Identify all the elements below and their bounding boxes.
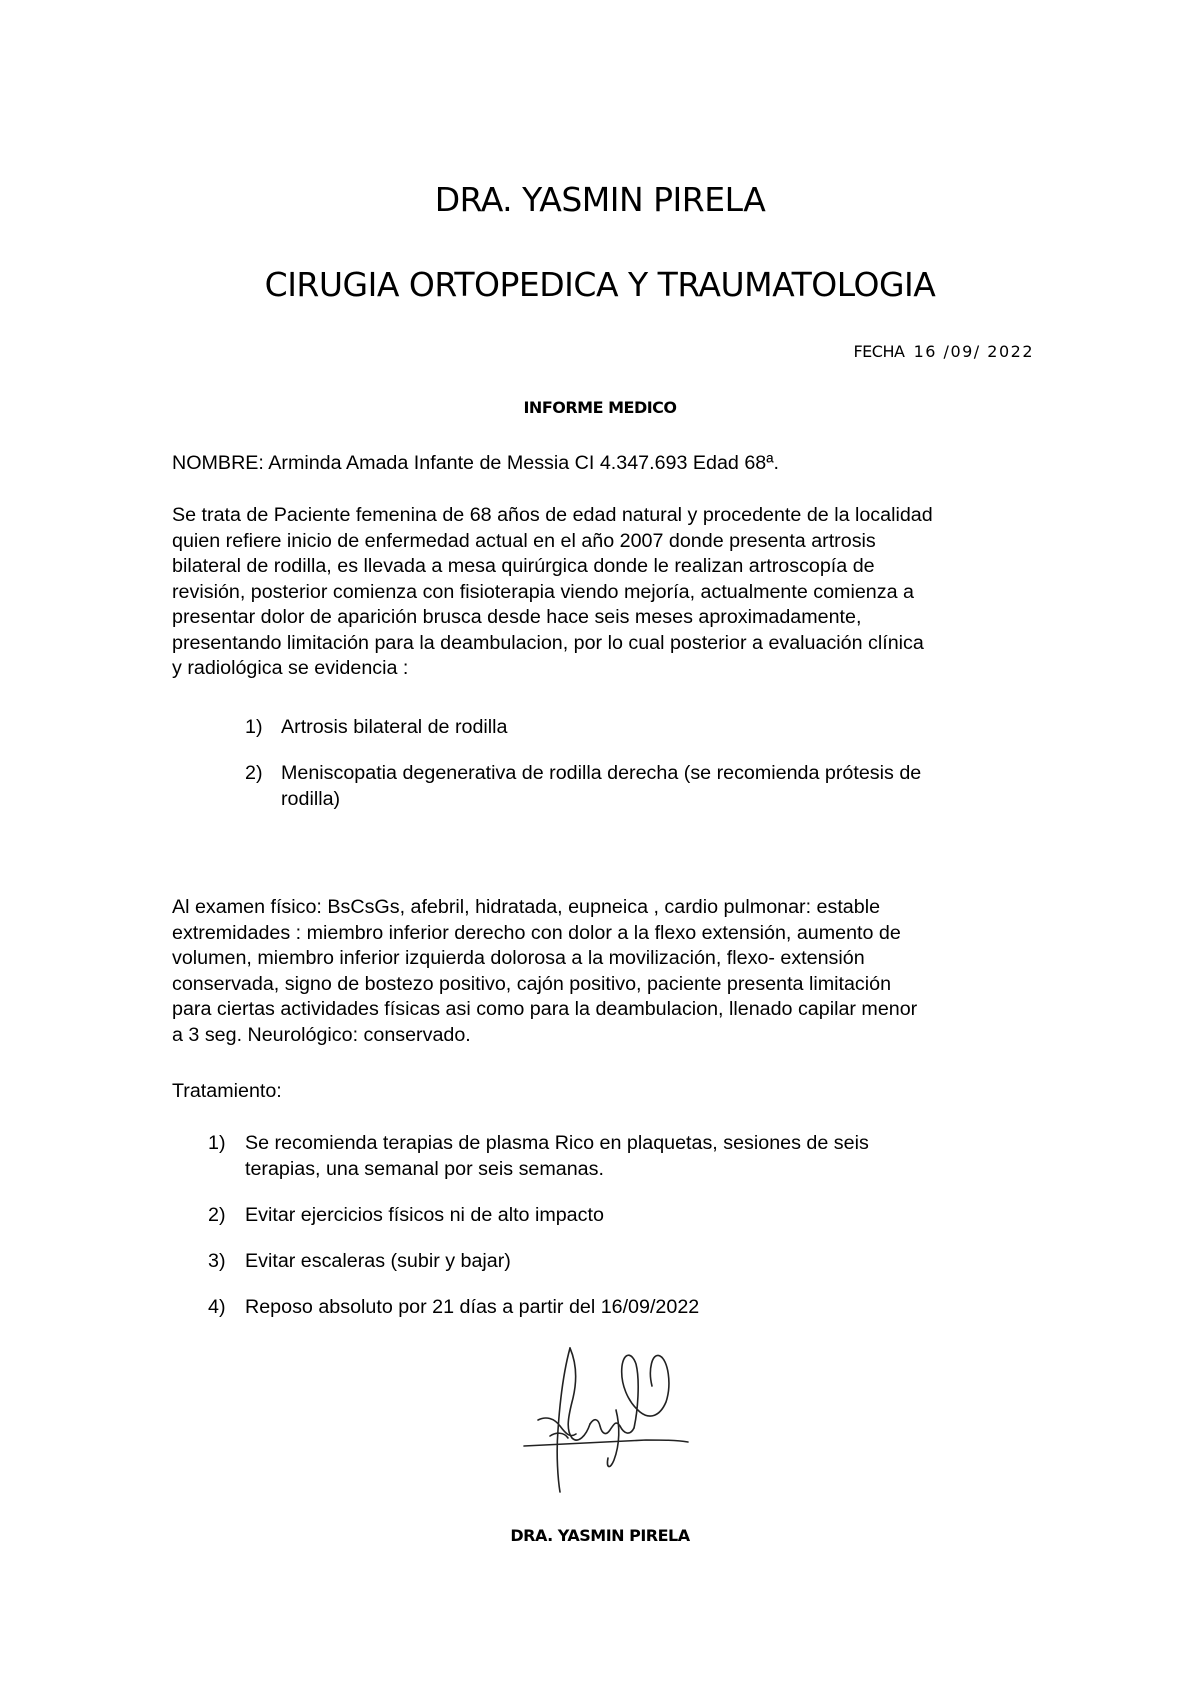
exam-line: extremidades : miembro inferior derecho con dolor a la flexo extensión, aumento de <box>172 921 901 944</box>
treatment-text: Evitar ejercicios físicos ni de alto impacto <box>245 1204 604 1226</box>
treatment-text: Se recomienda terapias de plasma Rico en plaquetas, sesiones de seis <box>245 1132 869 1154</box>
treatment-text: terapias, una semanal por seis semanas. <box>245 1157 604 1180</box>
date-label: FECHA <box>853 342 905 361</box>
exam-paragraph <box>172 895 1052 1048</box>
specialty-heading: CIRUGIA ORTOPEDICA Y TRAUMATOLOGIA <box>264 265 936 304</box>
report-title: INFORME MEDICO <box>523 398 677 417</box>
list-number: 1) <box>208 1132 226 1154</box>
history-line: Se trata de Paciente femenina de 68 años de edad natural y procedente de la localidad <box>172 504 933 526</box>
list-number: 1) <box>245 716 263 738</box>
history-line: presentar dolor de aparición brusca desde hace seis meses aproximadamente, <box>172 606 862 628</box>
history-paragraph <box>172 503 1052 682</box>
list-number: 2) <box>208 1204 226 1226</box>
handwritten-signature <box>520 1340 690 1500</box>
list-number: 2) <box>245 762 263 784</box>
history-line: y radiológica se evidencia : <box>172 657 409 679</box>
date-line <box>853 341 1034 363</box>
exam-line: conservada, signo de bostezo positivo, cajón positivo, paciente presenta limitación <box>172 972 892 995</box>
treatment-text: Reposo absoluto por 21 días a partir del 16/09/2022 <box>245 1296 700 1318</box>
diagnosis-text: Meniscopatia degenerativa de rodilla derecha (se recomienda prótesis de <box>281 762 922 784</box>
history-line: presentando limitación para la deambulacion, por lo cual posterior a evaluación clínica <box>172 631 924 654</box>
treatment-label: Tratamiento: <box>172 1080 282 1102</box>
list-number: 4) <box>208 1296 226 1318</box>
diagnosis-text: rodilla) <box>281 787 341 810</box>
exam-line: Al examen físico: BsCsGs, afebril, hidratada, eupneica , cardio pulmonar: estable <box>172 896 881 918</box>
history-line: revisión, posterior comienza con fisioterapia viendo mejoría, actualmente comienza a <box>172 580 914 603</box>
diagnosis-text: Artrosis bilateral de rodilla <box>281 716 508 738</box>
treatment-text: Evitar escaleras (subir y bajar) <box>245 1250 511 1272</box>
history-line: quien refiere inicio de enfermedad actual en el año 2007 donde presenta artrosis <box>172 529 876 552</box>
exam-line: a 3 seg. Neurológico: conservado. <box>172 1023 471 1046</box>
signer-name: DRA. YASMIN PIRELA <box>510 1526 690 1545</box>
patient-line: NOMBRE: Arminda Amada Infante de Messia CI 4.347.693 Edad 68ª. <box>172 452 779 474</box>
date-value: 16 /09/ 2022 <box>913 342 1034 361</box>
doctor-name-heading: DRA. YASMIN PIRELA <box>434 180 766 219</box>
exam-line: para ciertas actividades físicas asi como para la deambulacion, llenado capilar menor <box>172 998 918 1020</box>
exam-line: volumen, miembro inferior izquierda dolorosa a la movilización, flexo- extensión <box>172 947 865 969</box>
list-number: 3) <box>208 1250 226 1272</box>
history-line: bilateral de rodilla, es llevada a mesa quirúrgica donde le realizan artroscopía de <box>172 555 875 577</box>
